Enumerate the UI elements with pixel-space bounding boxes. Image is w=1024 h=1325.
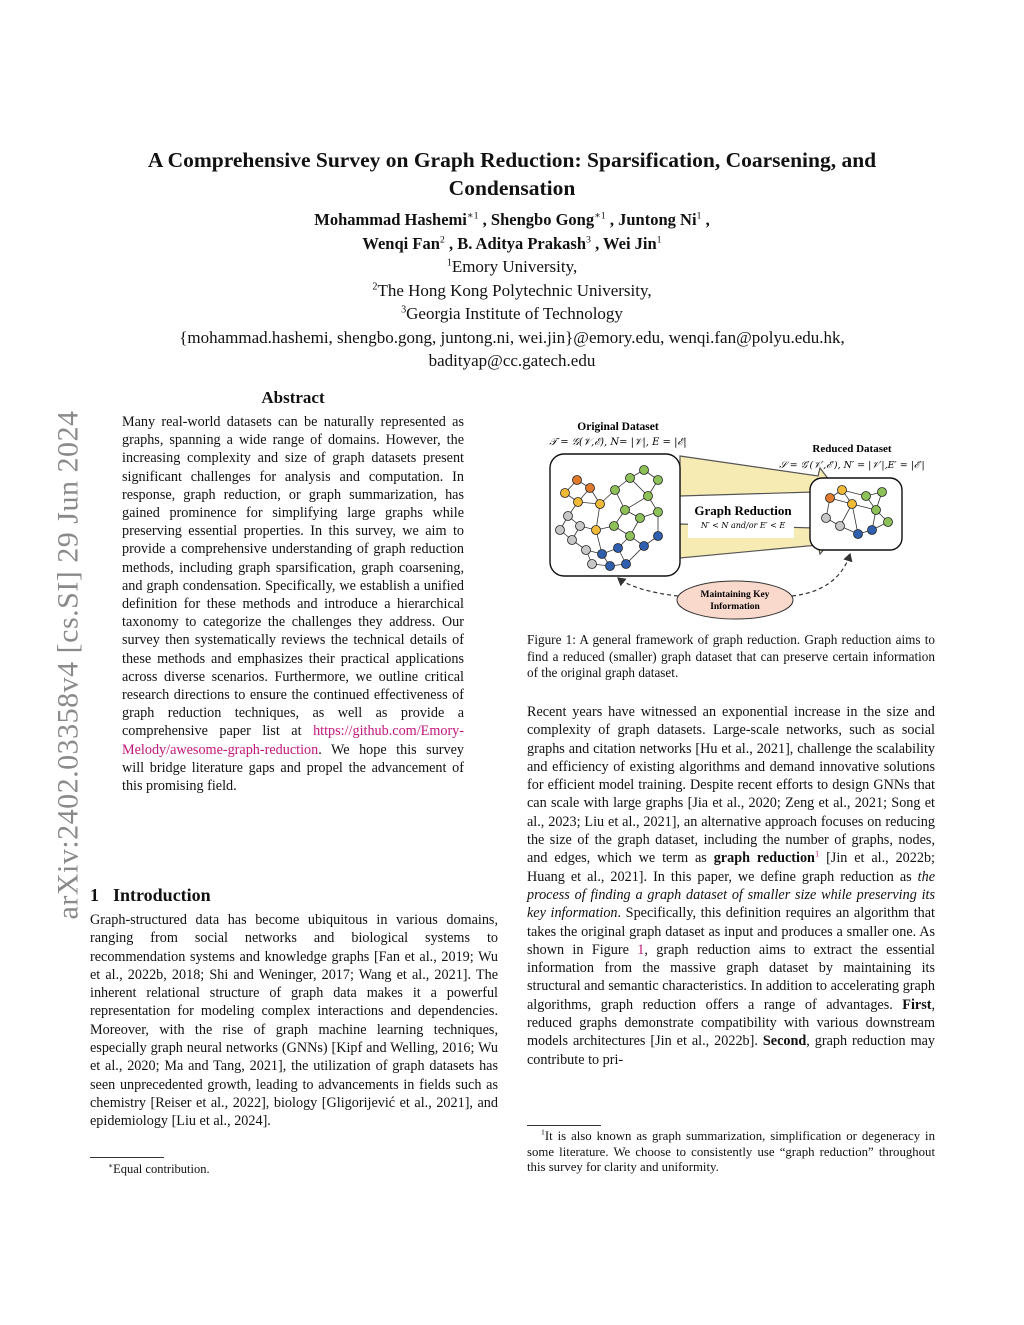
footnote-text: Equal contribution.: [113, 1162, 210, 1176]
author-name: Mohammad Hashemi: [314, 210, 467, 229]
section-number: 1: [90, 885, 99, 905]
affiliation-line: [90, 279, 934, 303]
footnote-reference[interactable]: 1: [814, 848, 820, 859]
author-affil-mark: ∗1: [466, 210, 479, 222]
reduced-dataset-title: Reduced Dataset: [812, 443, 892, 455]
reduced-dataset-formula: 𝒮 = 𝒢′(𝒱′,ℰ′), N′ = |𝒱′|,E′ = |ℰ′|: [779, 460, 925, 471]
footnote-rule: [90, 1157, 164, 1158]
body-text: . Specifically, this definition requires an algorithm that takes the original graph dataset as input and produces a smaller one. As shown in Figure: [527, 905, 935, 958]
first-label: First: [902, 996, 932, 1013]
abstract-text-end: . We hope this survey will bridge literature gaps and propel the advancement of this promising field.: [122, 741, 464, 795]
affil-mark: 1: [446, 257, 452, 269]
author-name: Wenqi Fan: [362, 234, 440, 253]
affiliations: [90, 255, 934, 373]
author-affil-mark: 1: [696, 210, 702, 222]
body-text: , reduced graphs demonstrate compatibility with various downstream models architectures [Jin et al., 2022b].: [527, 996, 935, 1050]
author-name: B. Aditya Prakash: [457, 234, 587, 253]
introduction-paragraph: Graph-structured data has become ubiquitous in various domains, ranging from social networks and biological systems to recommendation systems and knowledge graphs [Fan et al., 2019; Wu et al., 2022b, 2018; Shi and Weninger, 2017; Wang et al., 2021]. The inherent relational structure of graph data makes it a powerful representation for modeling complex interactions and dependencies. Moreover, with the rise of graph machine learning techniques, especially graph neural networks (GNNs) [Kipf and Welling, 2016; Wu et al., 2020; Ma and Tang, 2021], the utilization of graph datasets has seen unprecedented growth, leading to advancements in fields such as chemistry [Reiser et al., 2022], biology [Gligorijević et al., 2021], and epidemiology [Liu et al., 2024].: [90, 912, 498, 1130]
body-text: Recent years have witnessed an exponential increase in the size and complexity of graph datasets. Large-scale networks, such as social graphs and citation networks [Hu et al., 2021], challenge the scalability and efficiency of existing algorithms and demand innovative solutions for efficient model training. Despite recent efforts to design GNNs that can scale with large graphs [Jia et al., 2020; Zeng et al., 2021; Song et al., 2023; Liu et al., 2021], an alternative approach focuses on reducing the size of the graph dataset, including the number of graphs, nodes, and edges, which we term as: [527, 704, 935, 867]
author-name: Wei Jin: [603, 234, 657, 253]
body-text: , graph reduction may contribute to pri-: [527, 1033, 935, 1068]
figure-1: [530, 418, 938, 623]
reduction-condition: N′ < N and/or E′ < E: [700, 521, 786, 530]
maintain-arrow-right: [792, 554, 850, 596]
section-heading-introduction: [90, 885, 211, 906]
affil-name: The Hong Kong Polytechnic University,: [377, 280, 652, 300]
affiliation-line: [90, 302, 934, 326]
author-affil-mark: 1: [656, 234, 662, 246]
footnote-rule: [527, 1125, 601, 1126]
figure-reference[interactable]: 1: [637, 941, 645, 958]
footnote-mark: ∗: [108, 1160, 114, 1170]
body-text: [Jin et al., 2022b; Huang et al., 2021]. In this paper, we define graph reduction as: [527, 850, 936, 885]
maintain-info-line2: Information: [710, 602, 760, 612]
email-line-1: {mohammad.hashemi, shengbo.gong, juntong.ni, wei.jin}@emory.edu, wenqi.fan@polyu.edu.hk,: [179, 327, 845, 347]
graph-reduction-term: graph reduction: [713, 850, 815, 867]
paper-title: A Comprehensive Survey on Graph Reduction: Sparsification, Coarsening, and Condensation: [147, 148, 877, 200]
footnote-mark: 1: [541, 1127, 545, 1137]
author-line-1: Mohammad Hashemi$^{∗1}$ , Shengbo Gong$^{∗1}$ , Juntong Ni$^1$ ,: [314, 210, 710, 229]
footnote-equal-contribution: [108, 1162, 210, 1177]
section-title: Introduction: [113, 885, 211, 905]
affiliation-line: [90, 255, 934, 279]
original-dataset-formula: 𝒯 = 𝒢(𝒱,ℰ), N= |𝒱|, E = |ℰ|: [549, 437, 687, 448]
original-dataset-title: Original Dataset: [577, 421, 659, 433]
affil-name: Georgia Institute of Technology: [406, 304, 623, 323]
figure-caption: Figure 1: A general framework of graph reduction. Graph reduction aims to find a reduced (smaller) graph dataset that can preserve certain information of the original graph dataset.: [527, 632, 935, 681]
abstract-body: [122, 413, 464, 795]
abstract-heading: Abstract: [261, 388, 325, 407]
github-link[interactable]: https://github.com/Emory-Melody/awesome-graph-reduction: [122, 723, 464, 758]
author-line-2: Wenqi Fan$^2$ , B. Aditya Prakash$^3$ , Wei Jin$^1$: [362, 234, 662, 253]
arxiv-identifier: arXiv:2402.03358v4 [cs.SI] 29 Jun 2024: [51, 410, 84, 920]
maintain-info-badge: [677, 581, 793, 619]
arxiv-sidebar: [48, 375, 88, 955]
maintain-arrow-left: [618, 578, 678, 596]
framework-diagram: [530, 418, 938, 623]
author-name: Shengbo Gong: [490, 210, 595, 229]
author-name: Juntong Ni: [618, 210, 697, 229]
maintain-info-line1: Maintaining Key: [700, 590, 770, 600]
second-label: Second: [762, 1033, 807, 1050]
affil-mark: 3: [401, 304, 407, 316]
email-line-2: badityap@cc.gatech.edu: [428, 351, 596, 370]
abstract-text: Many real-world datasets can be naturally represented as graphs, spanning a wide range of domains. However, the increasing complexity and size of graph datasets present significant challenges for analysis and computation. In response, graph reduction, or graph summarization, has gained prominence for simplifying large graphs while preserving essential properties. In this survey, we aim to provide a comprehensive understanding of graph reduction methods, including graph sparsification, graph coarsening, and graph condensation. Specifically, we establish a unified definition for these methods and introduce a hierarchical taxonomy to categorize the challenges they address. Our survey then systematically reviews the technical details of these methods and emphasizes their practical applications across diverse scenarios. Furthermore, we outline critical research directions to ensure the continued effectiveness of graph reduction techniques, as well as provide a comprehensive paper list at: [122, 414, 464, 740]
graph-reduction-label: Graph Reduction: [694, 503, 792, 518]
footnote-text: It is also known as graph summarization, simplification or degeneracy in some literature. We choose to consistently use “graph reduction” throughout this survey for clarity and uniformity.: [527, 1129, 935, 1175]
definition-text: the process of finding a graph dataset of smaller size while preserving its key information: [527, 868, 935, 922]
author-affil-mark: 3: [586, 234, 591, 246]
footnote-graph-reduction: [527, 1129, 935, 1176]
author-list: [90, 208, 934, 256]
body-text: , graph reduction aims to extract the essential information from the massive graph dataset by maintaining its structural and semantic characteristics. In addition to accelerating graph algorithms, graph reduction offers a range of advantages.: [527, 941, 935, 1013]
affil-name: Emory University,: [451, 257, 578, 276]
affil-mark: 2: [372, 280, 378, 292]
author-affil-mark: 2: [439, 234, 445, 246]
intro-paragraph-right: [527, 703, 935, 1069]
author-affil-mark: ∗1: [594, 210, 606, 222]
